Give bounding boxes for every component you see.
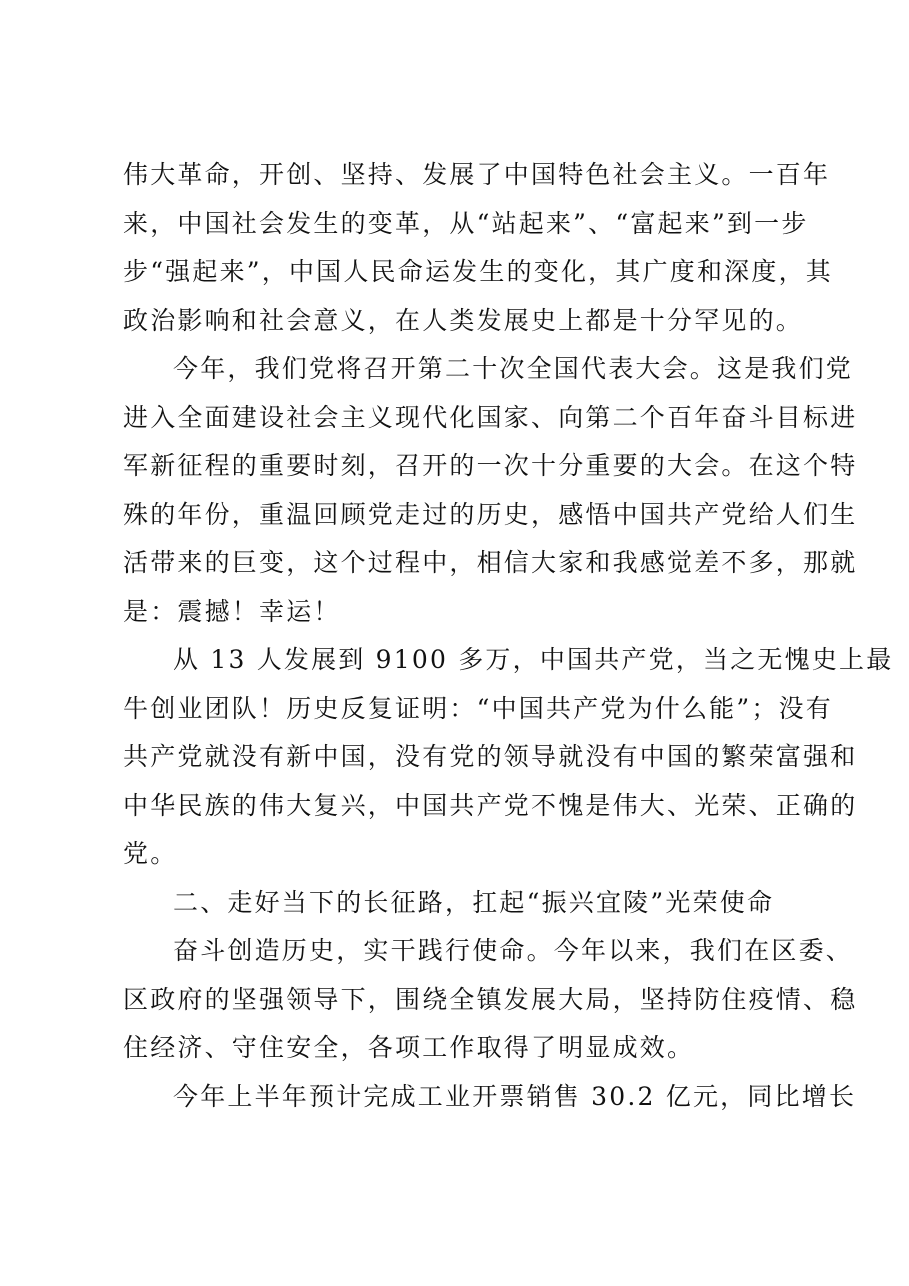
text-line: 军新征程的重要时刻，召开的一次十分重要的大会。在这个特 [123,451,858,480]
section-heading [123,879,799,928]
text-line: 区政府的坚强领导下，围绕全镇发展大局，坚持防住疫情、稳 [123,984,858,1014]
paragraph-achievements [123,927,858,1073]
heading-line: 二、走好当下的长征路，扛起“振兴宜陵”光荣使命 [173,887,775,917]
text-line: 中华民族的伟大复兴，中国共产党不愧是伟大、光荣、正确的 [123,790,858,820]
text-line: 住经济、守住安全，各项工作取得了明显成效。 [123,1033,695,1062]
text-line: 政治影响和社会意义，在人类发展史上都是十分罕见的。 [123,305,804,335]
text-line: 共产党就没有新中国，没有党的领导就没有中国的繁荣富强和 [123,742,858,771]
paragraph-revolution [123,151,833,345]
text-line: 奋斗创造历史，实干践行使命。今年以来，我们在区委、 [173,936,854,965]
paragraph-party-growth [123,636,894,879]
paragraph-congress [123,345,858,636]
text-line: 殊的年份，重温回顾党走过的历史，感悟中国共产党给人们生 [123,499,858,529]
text-line: 党。 [123,839,178,868]
paragraph-sales [123,1073,857,1122]
text-line: 进入全面建设社会主义现代化国家、向第二个百年奋斗目标进 [123,402,858,432]
text-line: 今年，我们党将召开第二十次全国代表大会。这是我们党 [173,354,854,383]
document-body [123,151,894,1121]
text-line: 今年上半年预计完成工业开票销售 30.2 亿元，同比增长 [173,1081,857,1111]
text-line: 伟大革命，开创、坚持、发展了中国特色社会主义。一百年 [123,160,831,189]
text-line: 活带来的巨变，这个过程中，相信大家和我感觉差不多，那就 [123,548,858,577]
text-line: 牛创业团队！历史反复证明：“中国共产党为什么能”；没有 [123,693,833,723]
text-line: 来，中国社会发生的变革，从“站起来”、“富起来”到一步 [123,208,809,238]
text-line: 步“强起来”，中国人民命运发生的变化，其广度和深度，其 [123,257,833,286]
text-line: 是：震撼！幸运！ [123,596,341,626]
text-line: 从 13 人发展到 9100 多万，中国共产党，当之无愧史上最 [173,645,894,674]
